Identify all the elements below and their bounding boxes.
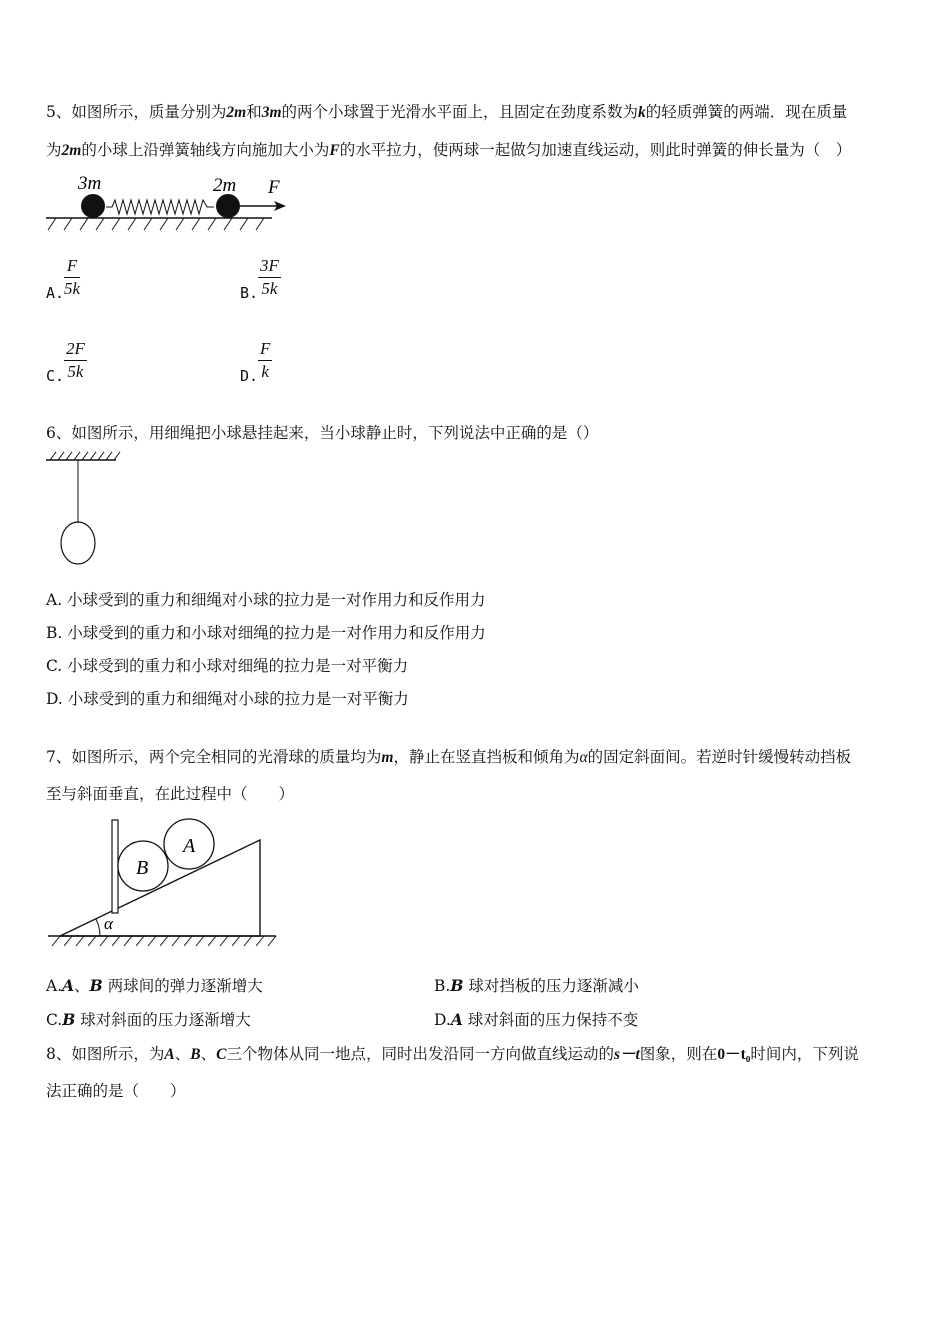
numerator: 3F bbox=[258, 256, 281, 278]
q5-option-a-fraction bbox=[64, 256, 80, 299]
denominator: 5k bbox=[261, 279, 278, 298]
text: 球对挡板的压力逐渐减小 bbox=[463, 977, 639, 995]
q5-spring-figure bbox=[40, 172, 300, 242]
q7-alpha: α bbox=[579, 749, 588, 766]
numerator: 2F bbox=[64, 339, 87, 361]
q5-text: 的轻质弹簧的两端．现在质量 bbox=[645, 103, 848, 121]
q5-number: 5、 bbox=[46, 103, 72, 121]
letter: C. bbox=[46, 1011, 63, 1029]
q8-text: 时间内，下列说 bbox=[750, 1045, 859, 1063]
q7-incline-figure bbox=[44, 812, 284, 952]
q8-text: 三个物体从同一地点，同时出发沿同一方向做直线运动的 bbox=[226, 1045, 614, 1063]
q5-option-c-letter: C. bbox=[46, 367, 65, 385]
letter: B. bbox=[434, 977, 451, 995]
label-alpha: α bbox=[104, 914, 113, 933]
q6-option-b: B. 小球受到的重力和小球对细绳的拉力是一对作用力和反作用力 bbox=[46, 624, 486, 642]
letter: A. bbox=[46, 977, 63, 995]
q5-stem-line-1 bbox=[46, 102, 847, 123]
denominator: 5k bbox=[67, 362, 84, 381]
q8-stem-line-2: 法正确的是（ ） bbox=[46, 1082, 186, 1100]
letter: D. bbox=[434, 1011, 451, 1029]
q5-k: k bbox=[638, 104, 646, 121]
q5-text: 的小球上沿弹簧轴线方向施加大小为 bbox=[81, 141, 330, 159]
q5-text: 的水平拉力，使两球一起做匀加速直线运动，则此时弹簧的伸长量为（ ） bbox=[339, 141, 852, 159]
q7-option-a bbox=[46, 976, 263, 996]
q8-object-a: A bbox=[164, 1046, 175, 1063]
q5-mass-2m: 2m bbox=[226, 104, 247, 121]
q7-text: ，静止在竖直挡板和倾角为 bbox=[393, 748, 580, 766]
q5-text: 的两个小球置于光滑水平面上，且固定在劲度系数为 bbox=[281, 103, 639, 121]
angle-arc bbox=[96, 919, 100, 936]
q7-option-b bbox=[434, 976, 639, 996]
numerator: F bbox=[64, 256, 80, 278]
ball-name: A bbox=[450, 1010, 463, 1029]
q6-pendulum-figure bbox=[44, 450, 124, 570]
text: 球对斜面的压力保持不变 bbox=[462, 1011, 639, 1029]
label-3m: 3m bbox=[78, 173, 102, 194]
q5-stem-line-2 bbox=[46, 140, 851, 161]
label-B: B bbox=[136, 857, 149, 879]
q5-option-a-letter: A. bbox=[46, 284, 65, 302]
label-A: A bbox=[183, 835, 196, 857]
q8-text: 图象，则在 bbox=[639, 1045, 718, 1063]
q6-option-c: C. 小球受到的重力和小球对细绳的拉力是一对平衡力 bbox=[46, 657, 409, 675]
spring bbox=[106, 200, 214, 214]
q5-mass-2m: 2m bbox=[61, 142, 82, 159]
q6-option-d: D. 小球受到的重力和细绳对小球的拉力是一对平衡力 bbox=[46, 690, 409, 708]
q5-option-d-letter: D. bbox=[240, 367, 259, 385]
numerator: F bbox=[258, 339, 272, 361]
q7-stem-line-2: 至与斜面垂直，在此过程中（ ） bbox=[46, 785, 295, 803]
q5-option-d-fraction bbox=[258, 339, 272, 382]
q8-range: 0－t₀ bbox=[717, 1046, 751, 1063]
q8-sep: 、 bbox=[174, 1045, 191, 1063]
denominator: 5k bbox=[64, 279, 81, 298]
q6-stem: 6、如图所示，用细绳把小球悬挂起来，当小球静止时，下列说法中正确的是（） bbox=[46, 424, 599, 442]
q5-option-b-letter: B. bbox=[240, 284, 259, 302]
q6-option-a: A. 小球受到的重力和细绳对小球的拉力是一对作用力和反作用力 bbox=[46, 591, 486, 609]
q7-option-d bbox=[434, 1010, 638, 1030]
q5-text: 如图所示，质量分别为 bbox=[71, 103, 227, 121]
q8-text: 8、如图所示，为 bbox=[46, 1045, 165, 1063]
q7-stem-line-1 bbox=[46, 747, 851, 768]
ball bbox=[61, 522, 95, 564]
ball-name: B bbox=[450, 976, 464, 995]
sep: 、 bbox=[74, 977, 90, 995]
q5-text: 为 bbox=[46, 141, 62, 159]
text: 两球间的弹力逐渐增大 bbox=[102, 977, 263, 995]
q7-option-c bbox=[46, 1010, 251, 1030]
q7-mass-m: m bbox=[381, 749, 394, 766]
ball-2m bbox=[216, 194, 240, 218]
q5-mass-3m: 3m bbox=[261, 104, 282, 121]
denominator: k bbox=[261, 362, 269, 381]
ball-name: A bbox=[62, 976, 75, 995]
q8-object-b: B bbox=[190, 1046, 201, 1063]
ball-3m bbox=[81, 194, 105, 218]
q5-force-F: F bbox=[329, 142, 340, 159]
text: 球对斜面的压力逐渐增大 bbox=[75, 1011, 251, 1029]
q5-option-b-fraction bbox=[258, 256, 281, 299]
q8-s-t: s－t bbox=[613, 1046, 640, 1063]
q8-sep: 、 bbox=[200, 1045, 217, 1063]
q8-object-c: C bbox=[216, 1046, 227, 1063]
q7-text: 的固定斜面间。若逆时针缓慢转动挡板 bbox=[587, 748, 852, 766]
label-2m: 2m bbox=[213, 175, 237, 196]
q8-stem-line-1 bbox=[46, 1044, 859, 1065]
q7-text: 7、如图所示，两个完全相同的光滑球的质量均为 bbox=[46, 748, 382, 766]
q5-option-c-fraction bbox=[64, 339, 87, 382]
ball-name: B bbox=[62, 1010, 76, 1029]
q5-text: 和 bbox=[246, 103, 262, 121]
label-F: F bbox=[268, 177, 280, 198]
ball-name: B bbox=[89, 976, 103, 995]
baffle bbox=[112, 820, 118, 913]
